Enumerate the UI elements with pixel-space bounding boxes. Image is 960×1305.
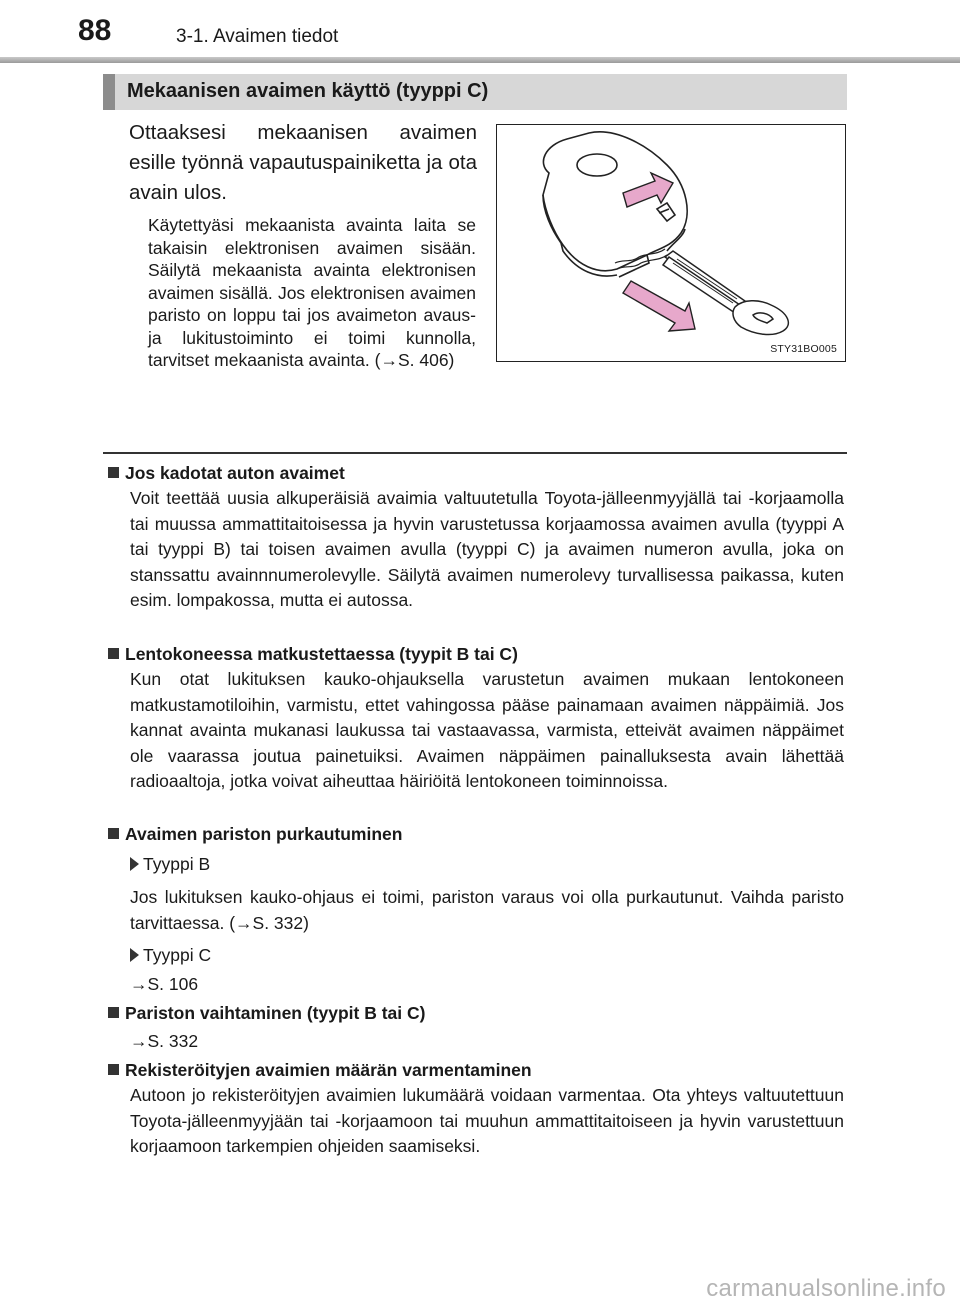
item-lost-keys: [108, 460, 844, 614]
item-battery-depletion: [108, 821, 844, 998]
item-text: Autoon jo rekisteröityjen avaimien lukumäärä voidaan varmentaa. Ota yhteys valtuutettuun Toyota-jälleenmyyjään tai -korjaamoon tai muuhun ammattitaitoiseen ja hyvin varustettuun korjaamoon tarkempien ohjeiden saamiseksi.: [130, 1085, 844, 1156]
item-battery-replacement: [108, 1000, 844, 1055]
sub-text-type-b: Jos lukituksen kauko-ohjaus ei toimi, pariston varaus voi olla purkautunut. Vaihda paristo tarvittaessa. (→S. 332): [130, 887, 844, 933]
figure-code: STY31BO005: [770, 343, 837, 355]
item-heading: Pariston vaihtaminen (tyypit B tai C): [125, 1003, 426, 1023]
item-heading: Avaimen pariston purkautuminen: [125, 824, 403, 844]
item-heading: Lentokoneessa matkustettaessa (tyypit B tai C): [125, 644, 518, 664]
item-heading: Rekisteröityjen avaimien määrän varmentaminen: [125, 1060, 532, 1080]
triangle-bullet-icon: [130, 857, 139, 871]
bullet-square-icon: [108, 828, 119, 839]
triangle-bullet-icon: [130, 948, 139, 962]
sub-label-type-b: Tyyppi B: [143, 854, 211, 874]
key-figure: [496, 124, 846, 362]
bullet-square-icon: [108, 467, 119, 478]
item-airplane: [108, 641, 844, 795]
section-divider: [103, 452, 847, 454]
item-heading: Jos kadotat auton avaimet: [125, 463, 345, 483]
section-header: 3-1. Avaimen tiedot: [176, 26, 339, 47]
key-fob-illustration: [497, 125, 843, 359]
sub-label-type-c: Tyyppi C: [143, 945, 212, 965]
header-rule: [0, 57, 960, 63]
page-number: 88: [78, 14, 112, 47]
section-title-bar: [103, 74, 847, 110]
intro-text: Ottaaksesi mekaanisen avaimen esille työnnä vapautuspainiketta ja ota avain ulos.: [129, 121, 477, 204]
bullet-square-icon: [108, 1064, 119, 1075]
item-text: Voit teettää uusia alkuperäisiä avaimia valtuutetulla Toyota-jälleenmyyjällä tai -korjaamolla tai muussa ammattitaitoisessa ja hyvin varustetussa korjaamossa avaimen avulla (tyyppi A tai tyyppi B) tai toisen avaimen avulla (tyyppi C) ja avaimen numeron avulla, joka on stanssattu avainnnumerolevylle. Säilytä avaimen numerolevy turvallisessa paikassa, kuten esim. lompakossa, mutta ei autossa.: [130, 488, 844, 610]
item-text: Kun otat lukituksen kauko-ohjauksella varustetun avaimen mukaan lentokoneen matkustamotiloihin, varmistu, ettet vahingossa pääse painamaan avaimen näppäimiä. Jos kannat avainta mukanasi laukussa tai vastaavassa, varmista, etteivät avaimen näppäimet ole vaarassa joutua painetuiksi. Avaimen näppäimen painalluksesta avain lähettää radioaaltoja, jotka voivat aiheuttaa häiriöitä lentokoneen toiminnoissa.: [130, 669, 844, 791]
bullet-square-icon: [108, 1007, 119, 1018]
intro-note: Käytettyäsi mekaanista avainta laita se takaisin elektronisen avaimen sisään. Säilytä mekaanista avainta elektronisen avaimen sisällä. Jos elektronisen avaimen paristo on loppu tai jos avaimeton avaus- ja lukitustoiminto ei toimi kunnolla, tarvitset mekaanista avainta. (→S. 406): [148, 215, 476, 370]
item-registered-keys: [108, 1057, 844, 1160]
sub-text-type-c: →S. 106: [130, 974, 199, 994]
item-text: →S. 332: [130, 1031, 199, 1051]
watermark: carmanualsonline.info: [706, 1275, 946, 1302]
section-title: Mekaanisen avaimen käyttö (tyyppi C): [127, 80, 489, 102]
bullet-square-icon: [108, 648, 119, 659]
